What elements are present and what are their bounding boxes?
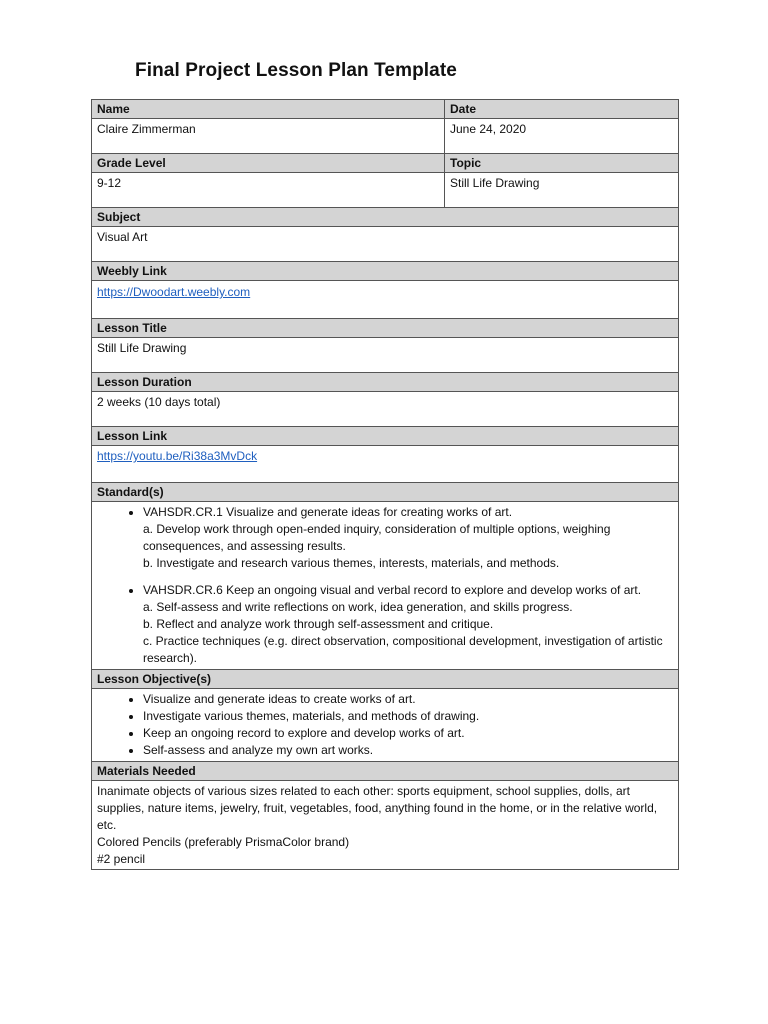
standard-sub: b. Investigate and research various themes, interests, materials, and methods. <box>143 556 560 570</box>
objective-item: • Investigate various themes, materials, and methods of drawing. <box>143 708 673 725</box>
subject-value: Visual Art <box>92 227 679 262</box>
objective-item: • Self-assess and analyze my own art works. <box>143 742 673 759</box>
materials-line: Inanimate objects of various sizes related to each other: sports equipment, school supplies, dolls, art supplies, nature items, jewelry, fruit, vegetables, food, anything found in the home, or in the relative world, etc. <box>97 784 658 832</box>
standards-list <box>97 504 673 667</box>
standard-head: • VAHSDR.CR.6 Keep an ongoing visual and verbal record to explore and develop works of art. <box>143 583 642 597</box>
page-title: Final Project Lesson Plan Template <box>135 60 457 81</box>
standard-sub: c. Practice techniques (e.g. direct observation, compositional development, investigation of artistic research). <box>143 634 663 665</box>
weebly-link[interactable]: https://Dwoodart.weebly.com <box>97 285 251 299</box>
standard-sub: b. Reflect and analyze work through self-assessment and critique. <box>143 617 494 631</box>
topic-label: Topic <box>445 154 679 173</box>
grade-label: Grade Level <box>92 154 445 173</box>
weebly-link-label: Weebly Link <box>92 262 679 281</box>
standard-sub: a. Develop work through open-ended inquiry, consideration of multiple options, weighing consequences, and assessing results. <box>143 522 611 553</box>
date-value: June 24, 2020 <box>445 119 679 154</box>
standards-cell <box>92 502 679 670</box>
topic-value: Still Life Drawing <box>445 173 679 208</box>
standard-item <box>143 504 673 572</box>
objectives-label: Lesson Objective(s) <box>92 670 679 689</box>
date-label: Date <box>445 100 679 119</box>
grade-topic-header-row <box>92 154 679 173</box>
lesson-title-label: Lesson Title <box>92 319 679 338</box>
lesson-duration-value: 2 weeks (10 days total) <box>92 392 679 427</box>
materials-line: Colored Pencils (preferably PrismaColor brand) <box>97 835 350 849</box>
grade-topic-value-row <box>92 173 679 208</box>
objective-item: • Visualize and generate ideas to create works of art. <box>143 691 673 708</box>
lesson-link-cell <box>92 446 679 483</box>
standard-sub: a. Self-assess and write reflections on work, idea generation, and skills progress. <box>143 600 573 614</box>
name-value: Claire Zimmerman <box>92 119 445 154</box>
grade-value: 9-12 <box>92 173 445 208</box>
materials-line: #2 pencil <box>97 852 146 866</box>
standards-label: Standard(s) <box>92 483 679 502</box>
standard-head: • VAHSDR.CR.1 Visualize and generate ideas for creating works of art. <box>143 505 513 519</box>
standard-item <box>143 582 673 667</box>
materials-cell <box>92 781 679 870</box>
lesson-link-label: Lesson Link <box>92 427 679 446</box>
objective-item: • Keep an ongoing record to explore and develop works of art. <box>143 725 673 742</box>
lesson-title-value: Still Life Drawing <box>92 338 679 373</box>
lesson-plan-table <box>91 99 679 870</box>
name-date-value-row <box>92 119 679 154</box>
objectives-list <box>97 691 673 759</box>
materials-label: Materials Needed <box>92 762 679 781</box>
name-label: Name <box>92 100 445 119</box>
weebly-link-cell <box>92 281 679 319</box>
name-date-header-row <box>92 100 679 119</box>
subject-label: Subject <box>92 208 679 227</box>
lesson-duration-label: Lesson Duration <box>92 373 679 392</box>
objectives-cell <box>92 689 679 762</box>
lesson-link[interactable]: https://youtu.be/Ri38a3MvDck <box>97 449 258 463</box>
